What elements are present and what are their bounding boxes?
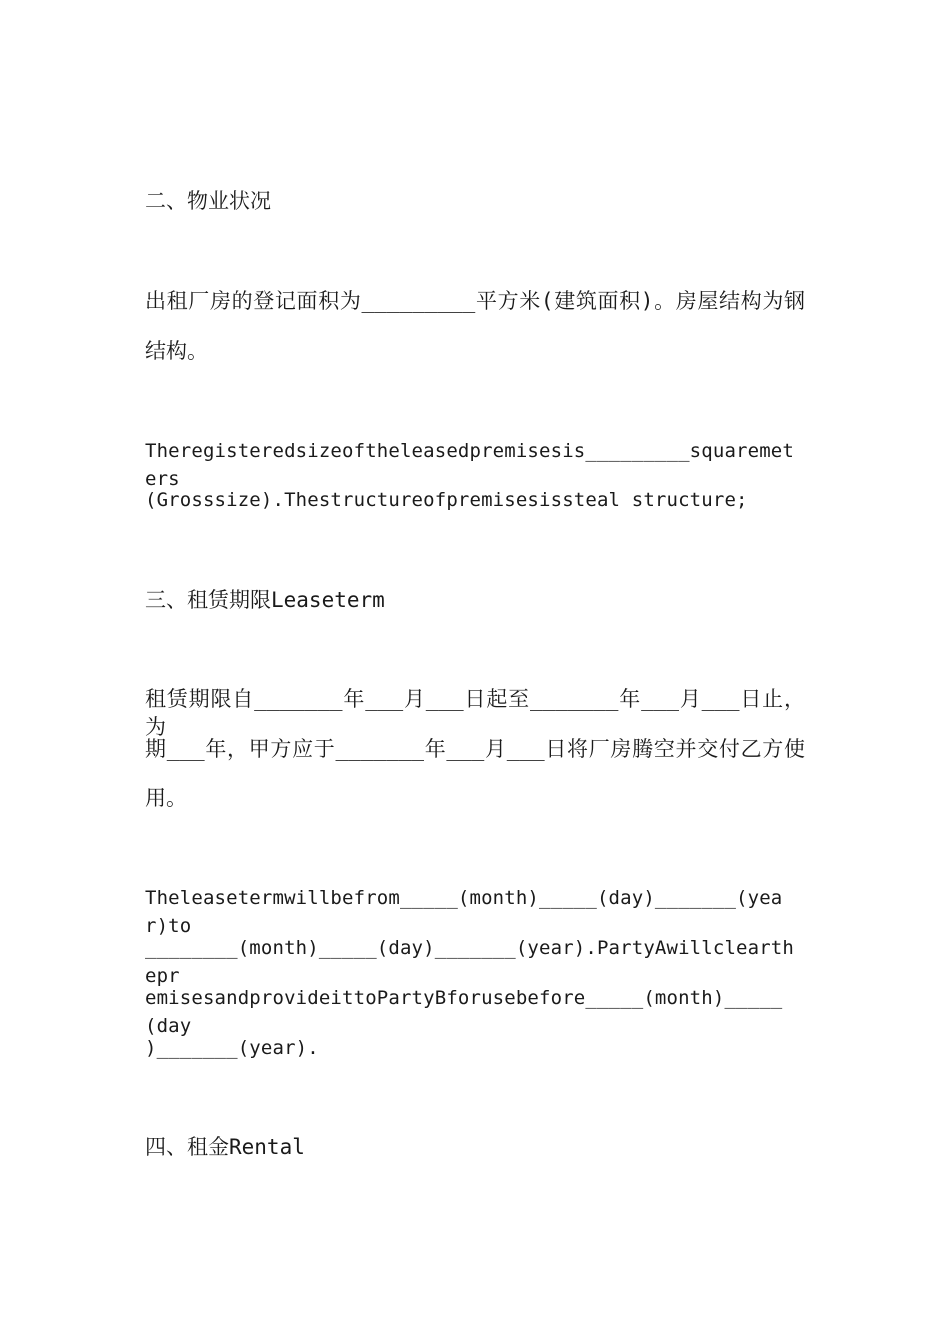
- lease-term-en-line-2: ________(month)_____(day)_______(year).PartyAwillclearthepr: [145, 937, 794, 987]
- property-zh-line-1: 出租厂房的登记面积为_________平方米(建筑面积)。房屋结构为钢: [145, 289, 805, 313]
- section-heading-lease-term: 三、租赁期限Leaseterm: [145, 588, 385, 612]
- lease-term-en-line-3: emisesandprovideittoPartyBforusebefore_____(month)_____(day: [145, 987, 783, 1037]
- property-en-line-2: (Grosssize).Thestructureofpremisesissteal structure;: [145, 489, 748, 511]
- property-zh-line-2: 结构。: [145, 339, 208, 363]
- lease-term-en-line-1: Theleasetermwillbefrom_____(month)_____(day)_______(year)to: [145, 887, 783, 937]
- section-heading-property: 二、物业状况: [145, 189, 271, 213]
- lease-term-zh-line-1: 租赁期限自_______年___月___日起至_______年___月___日止，为: [145, 687, 805, 739]
- lease-term-zh-line-2: 期___年，甲方应于_______年___月___日将厂房腾空并交付乙方使: [145, 737, 805, 761]
- lease-term-en-line-4: )_______(year).: [145, 1037, 319, 1059]
- lease-term-zh-line-3: 用。: [145, 786, 187, 810]
- property-en-line-1: Theregisteredsizeoftheleasedpremisesis_________squaremeters: [145, 440, 794, 490]
- section-heading-rental: 四、租金Rental: [145, 1135, 305, 1159]
